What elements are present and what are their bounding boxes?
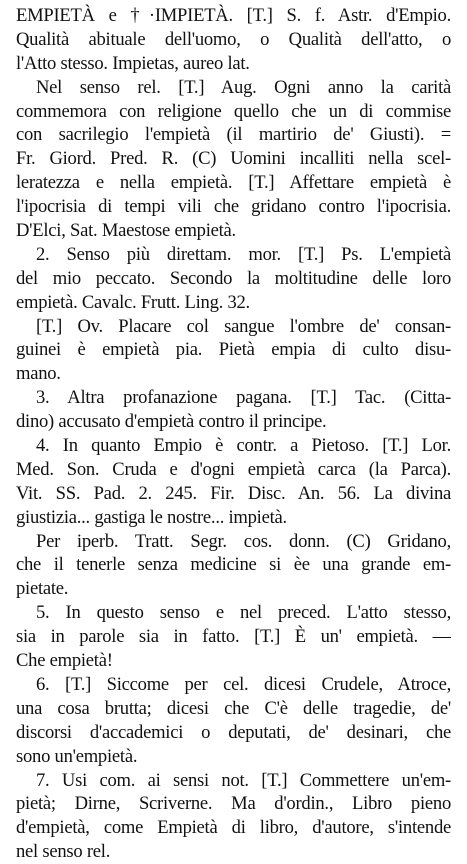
entry-text-line: leratezza e nella empietà. [T.] Affettare empietà è: [16, 172, 451, 194]
entry-text-line: Per iperb. Tratt. Segr. cos. donn. (C) Gridano,: [36, 530, 451, 552]
entry-text-line: mano.: [16, 363, 61, 385]
entry-text-line: dino) accusato d'empietà contro il principe.: [16, 411, 327, 433]
entry-text-line: Med. Son. Cruda e d'ogni empietà carca (la Parca).: [16, 458, 451, 480]
entry-text-line: 4. In quanto Empio è contr. a Pietoso. [T.] Lor.: [36, 435, 451, 457]
entry-text-line: Nel senso rel. [T.] Aug. Ogni anno la carità: [36, 76, 451, 98]
entry-text-line: 6. [T.] Siccome per cel. dicesi Crudele, Atroce,: [36, 673, 451, 695]
entry-headword-line: EMPIETÀ e †·IMPIETÀ. [T.] S. f. Astr. d'Empio.: [16, 5, 451, 26]
entry-text-line: empietà. Cavalc. Frutt. Ling. 32.: [16, 291, 250, 313]
entry-text-line: Che empietà!: [16, 650, 113, 672]
entry-text-line: l'Atto stesso. Impietas, aureo lat.: [16, 52, 250, 74]
entry-text-line: Fr. Giord. Pred. R. (C) Uomini incalliti nella scel-: [16, 148, 451, 170]
entry-text-line: D'Elci, Sat. Maestose empietà.: [16, 220, 236, 242]
entry-text-line: guinei è empietà pia. Pietà empia di culto disu-: [16, 339, 451, 361]
entry-text-line: nel senso rel.: [16, 841, 111, 863]
entry-text-line: commemora con religione quello che un di commise: [16, 100, 451, 122]
entry-text-line: 2. Senso più direttam. mor. [T.] Ps. L'empietà: [36, 243, 451, 265]
entry-text-line: Qualità abituale dell'uomo, o Qualità dell'atto, o: [16, 28, 451, 50]
entry-text-line: 5. In questo senso e nel preced. L'atto stesso,: [36, 602, 451, 624]
entry-text-line: Vit. SS. Pad. 2. 245. Fir. Disc. An. 56. La divina: [16, 482, 451, 504]
entry-text-line: sia in parole sia in fatto. [T.] È un' empietà. —: [16, 626, 451, 648]
entry-text-line: l'ipocrisia di tempi vili che gridano contro l'ipocrisia.: [16, 196, 451, 218]
entry-text-line: che il tenerle senza medicine si èe una grande em-: [16, 554, 451, 576]
entry-text-line: 3. Altra profanazione pagana. [T.] Tac. (Citta-: [36, 387, 451, 409]
dictionary-entry-empieta: [16, 4, 451, 864]
entry-text-line: discorsi d'accademici o deputati, de' desinari, che: [16, 721, 451, 743]
entry-text-line: del mio peccato. Secondo la moltitudine delle loro: [16, 267, 451, 289]
entry-text-line: pietà; Dirne, Scriverne. Ma d'ordin., Libro pieno: [16, 793, 451, 815]
entry-text-line: d'empietà, come Empietà di libro, d'autore, s'intende: [16, 817, 451, 839]
entry-text-line: [T.] Ov. Placare col sangue l'ombre de' consan-: [36, 315, 451, 337]
entry-text-line: una cosa brutta; dicesi che C'è delle tragedie, de': [16, 697, 451, 719]
entry-text-line: pietate.: [16, 578, 69, 600]
entry-text-line: con sacrilegio l'empietà (il martirio de' Giusti). =: [16, 124, 451, 146]
entry-text-line: sono un'empietà.: [16, 745, 138, 767]
entry-text-line: giustizia... gastiga le nostre... impietà.: [16, 506, 287, 528]
entry-text-line: 7. Usi com. ai sensi not. [T.] Commettere un'em-: [36, 769, 451, 791]
